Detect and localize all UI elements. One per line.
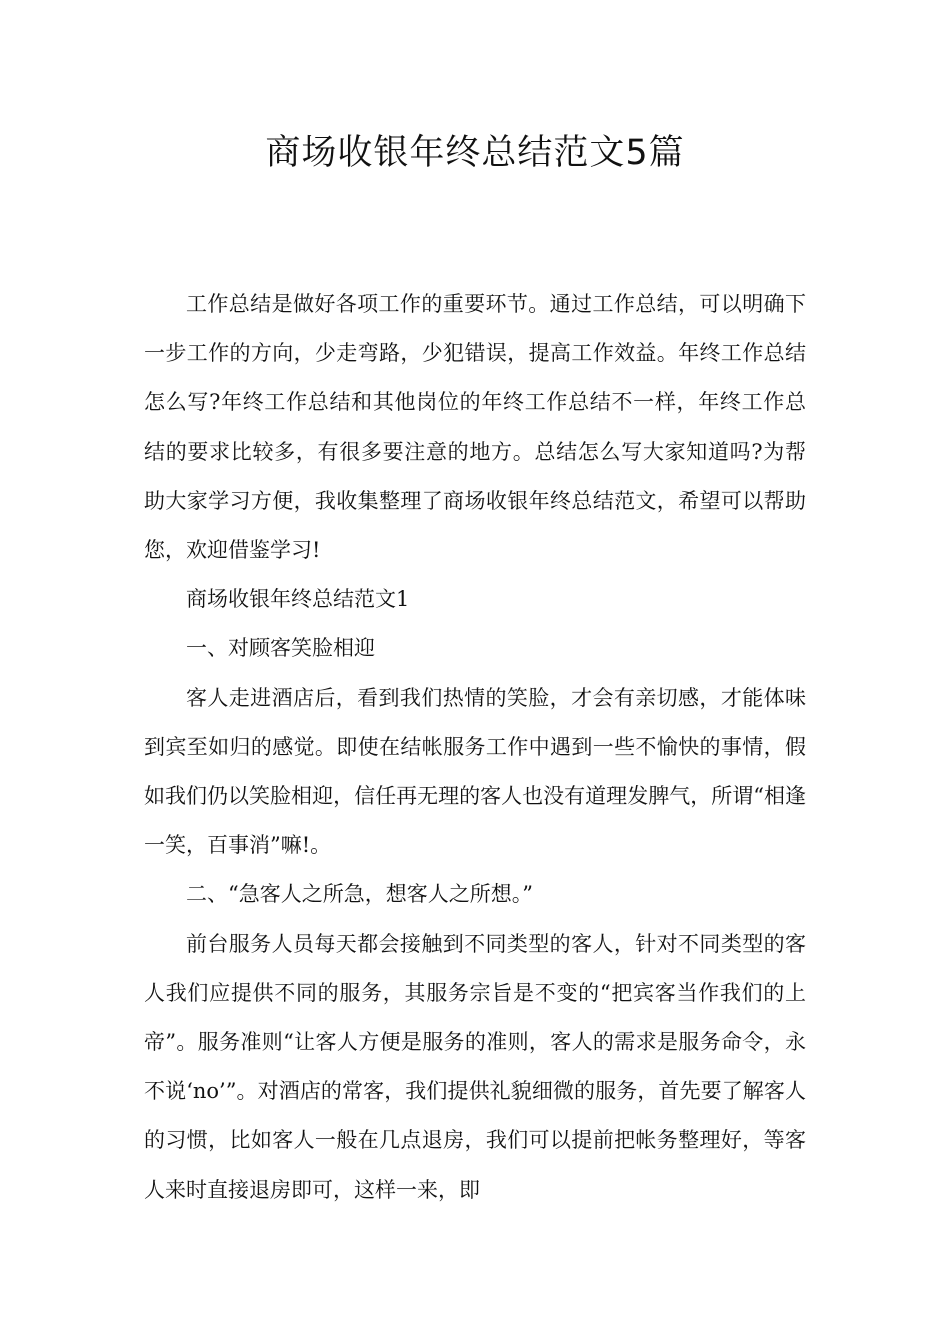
document-title: 商场收银年终总结范文5篇 [265,133,685,173]
document-body [144,280,806,1215]
section-heading-sample-1: 商场收银年终总结范文1 [186,587,410,612]
paragraph-intro: 工作总结是做好各项工作的重要环节。通过工作总结，可以明确下一步工作的方向，少走弯路，少犯错误，提高工作效益。年终工作总结怎么写?年终工作总结和其他岗位的年终工作总结不一样，年终工作总结的要求比较多，有很多要注意的地方。总结怎么写大家知道吗?为帮助大家学习方便，我收集整理了商场收银年终总结范文，希望可以帮助您，欢迎借鉴学习! [144,292,806,563]
paragraph-service: 前台服务人员每天都会接触到不同类型的客人，针对不同类型的客人我们应提供不同的服务，其服务宗旨是不变的“把宾客当作我们的上帝”。服务准则“让客人方便是服务的准则，客人的需求是服务命令，永不说‘no’”。对酒店的常客，我们提供礼貌细微的服务，首先要了解客人的习惯，比如客人一般在几点退房，我们可以提前把帐务整理好，等客人来时直接退房即可，这样一来，即 [144,931,806,1202]
paragraph-smile: 客人走进酒店后，看到我们热情的笑脸，才会有亲切感，才能体味到宾至如归的感觉。即使在结帐服务工作中遇到一些不愉快的事情，假如我们仍以笑脸相迎，信任再无理的客人也没有道理发脾气，所谓“相逢一笑，百事消”嘛!。 [144,685,806,858]
subheading-customer-needs: 二、“急客人之所急，想客人之所想。” [186,882,533,907]
subheading-smile: 一、对顾客笑脸相迎 [186,636,375,661]
